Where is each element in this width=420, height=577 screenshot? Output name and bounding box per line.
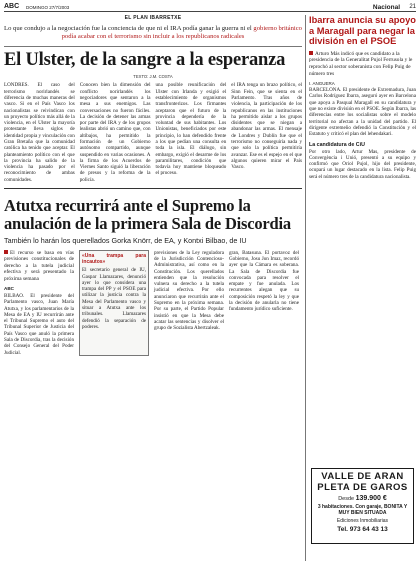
- article1-byline: TEXTO: J.M. COSTA: [133, 74, 173, 80]
- ad-price: [312, 495, 413, 502]
- sidebox-text: El secretario general de IU, Gaspar Llamazares, denunció ayer lo que considera una trampa del PP y el PSOE para utilizar la justicia contra la Mesa del Parlamento vasco y situar a Atutxa ante los tribunales. Llamazares defendió la separación de poderes.: [82, 267, 146, 330]
- article2-place: ABC: [4, 285, 14, 291]
- ad-features: 3 habitaciones. Con garaje, BONITA Y MUY BIEN SITUADA: [317, 504, 408, 517]
- article2-body: [4, 250, 302, 356]
- article1-col1: [4, 82, 75, 184]
- ad-phone: Tel. 973 64 43 13: [337, 525, 388, 533]
- main-column: [4, 15, 302, 356]
- article1-col4-text: el IRA tenga un brazo político, el Sinn Fein, que se sienta en el Parlamento. Tras años de violencia, la participación de los republicanos en las instituciones ha permitido aislar a los grupos disidentes que se niegan a abandonar las armas. El mensaje de Londres y Dublín fue que el terrorismo no conseguiría nada y que solo la política permitiría avanzar. Ese es el espejo en el que algunos quieren mirar el País Vasco.: [231, 82, 302, 171]
- article2-col1: [4, 250, 74, 356]
- article2-col3-text: previsiones de la Ley reguladora de la Jurisdicción Contencioso-Administrativa, así como en la Constitución. Los querellados entienden que la resolución vulnera su derecho a la tutela judicial efectiva. Por ello anunciaron que recurrirán ante el Supremo en la próxima semana. Por su parte, el Partido Popular insistió en que la Mesa debe acatar las sentencias y disolver el grupo de Sozialista Abertzaleak.: [154, 249, 224, 332]
- article1-body: [4, 82, 302, 184]
- sidebar-body: BARCELONA. El presidente de Extremadura, Juan Carlos Rodríguez Ibarra, aseguró ayer en Barcelona que apoya a Pasqual Maragall en su candidatura y que no existe división en el PSOE. Según Ibarra, las diferencias entre los socialistas sobre el modelo territorial no afectan a la unidad del partido. El dirigente extremeño defendió la Constitución y el Estatuto y criticó el plan del lehendakari.: [309, 87, 416, 138]
- bullet-square-icon: [4, 250, 8, 254]
- sidebar-byline: I. ANGUERA: [309, 81, 335, 87]
- ad-price-value: 139.900 €: [355, 495, 387, 502]
- article2-col4-text: gran, Batasuna. El portavoz del Gobierno, Josu Jon Imaz, recordó ayer que la Cámara es soberana. La Sala de Discordia fue convocada para resolver el empate y fue anulada. Los recurrentes alegan que su composición respetó la ley y que la decisión de anularla no tiene fundamento jurídico suficiente.: [229, 249, 299, 313]
- article1-col1-text: LONDRES. El caso del terrorismo norirlandés se diferencia de muchas maneras del vasco. Si en el País Vasco los nacionalistas se reivindican con un proyecto político más allá de la violencia, en el Ulster la mayoría protestante lleva siglos de identidad propia y vinculación con Gran Bretaña que la comunidad católica ha tenido que aceptar. El planteamiento político con el que la provincia ha salido de la violencia ha pasado por el reconocimiento de ambas comunidades.: [4, 82, 75, 183]
- section-name: Nacional: [372, 4, 400, 11]
- article2-headline: Atutxa recurrirá ante el Supremo la anulación de la primera Sala de Discordia: [4, 195, 291, 233]
- bullet-square-icon: [309, 51, 313, 55]
- sidebar-lead-text: Arturo Más indicó que es candidato a la presidencia de la Generalitat Pujol Ferrusola y le reprochó al sector soberanista con Felip Puig de número tres: [309, 50, 413, 77]
- ad-price-prefix: Desde: [338, 496, 356, 502]
- sidebar-body2: Por otro lado, Artur Mas, presidente de Convergència i Unió, presentó a su equipo y confirmó que Oriol Pujol, hijo del presidente, ocupará un lugar destacado en la lista. Felip Puig será el número tres de la candidatura nacionalista.: [309, 148, 416, 180]
- article2-col1-text: BILBAO. El presidente del Parlamento vasco, Juan María Atutxa, y los parlamentarios de la Mesa de EA y IU recurrirán ante el Tribunal Supremo el auto del Tribunal Superior de Justicia del País Vasco que anuló la primera Sala de Discordia, tras la decisión del Consejo General del Poder Judicial.: [4, 292, 74, 356]
- page-header: [4, 3, 416, 12]
- article2-col3: [154, 250, 224, 356]
- article1-headline: El Ulster, de la sangre a la esperanza: [4, 50, 286, 71]
- article1-lead-red: gobierno británico podía acabar con el terrorismo sin incluir a los republicanos radicales: [61, 25, 302, 41]
- sidebox-title: «Una trampa para incautos»: [82, 252, 146, 265]
- ad-line2: PLETA DE GAROS: [317, 482, 408, 493]
- article1-col3: [156, 82, 227, 184]
- article1-col2: [80, 82, 151, 184]
- article1-lead: [4, 25, 302, 42]
- article1-kicker: EL PLAN IBARRETXE: [124, 15, 182, 21]
- divider: [4, 46, 302, 47]
- real-estate-ad[interactable]: [311, 468, 414, 544]
- masthead: ABC: [4, 3, 20, 10]
- article2-bullet-text: El recurso se basa en vías previsiones constitucionales de derecho a la tutela judicial efectiva y será presentado la próxima semana: [4, 249, 74, 283]
- article2-bullet: [4, 250, 74, 283]
- article1-lead-black: Lo que condujo a la negociación fue la conciencia de que ni el IRA podía ganar la guerra ni el: [4, 25, 254, 32]
- header-date: DOMINGO 27/7/2003: [26, 5, 70, 10]
- article2-col4: [229, 250, 299, 356]
- page-number: 21: [409, 4, 416, 10]
- article2-subhead: También lo harán los querellados Gorka Knörr, de EA, y Kontxi Bilbao, de IU: [4, 235, 247, 245]
- article1-col4: [231, 82, 302, 184]
- ad-company: Ediciones Inmobiliarias: [336, 517, 389, 524]
- article1-col3-text: una posible reunificación del Ulster con Irlanda y exigió el establecimiento de organismos transfronterizos. Los firmantes aceptaron que el futuro de la provincia dependería de la voluntad de sus habitantes. Los Unionistas, beneficiados por este principio, lo han defendido frente a los que pedían una consulta en toda la isla. El diálogo, sin embargo, exigió el desarme de los paramilitares, condición que todavía hoy mantiene bloqueado el proceso.: [155, 82, 227, 177]
- ad-line1: VALLE DE ARAN: [321, 471, 404, 482]
- article1-col2-text: Conocen bien la dimensión del conflicto norirlandés los negociadores que sentaron a la mesa a sus enemigos. Las conversaciones no fueron fáciles. La decisión de detener las armas por parte del IRA y de los grupos lealistas abrió un camino que, con altibajos, ha permitido la formación de un Gobierno autónomo compartido, aunque suspendido en varias ocasiones. A la firma de los Acuerdos de Viernes Santo siguió la liberación de presos y la reforma de la policía.: [79, 82, 151, 183]
- sidebar-subtitle: La candidatura de CiU: [309, 141, 365, 148]
- column-rule: [305, 15, 306, 561]
- sidebar-lead: [309, 51, 416, 77]
- article-separator: [4, 188, 302, 189]
- sidebar-article: [309, 15, 416, 180]
- article2-sidebox: [79, 250, 149, 356]
- sidebar-headline: Ibarra anuncia su apoyo a Maragall para negar la división en el PSOE: [309, 15, 416, 47]
